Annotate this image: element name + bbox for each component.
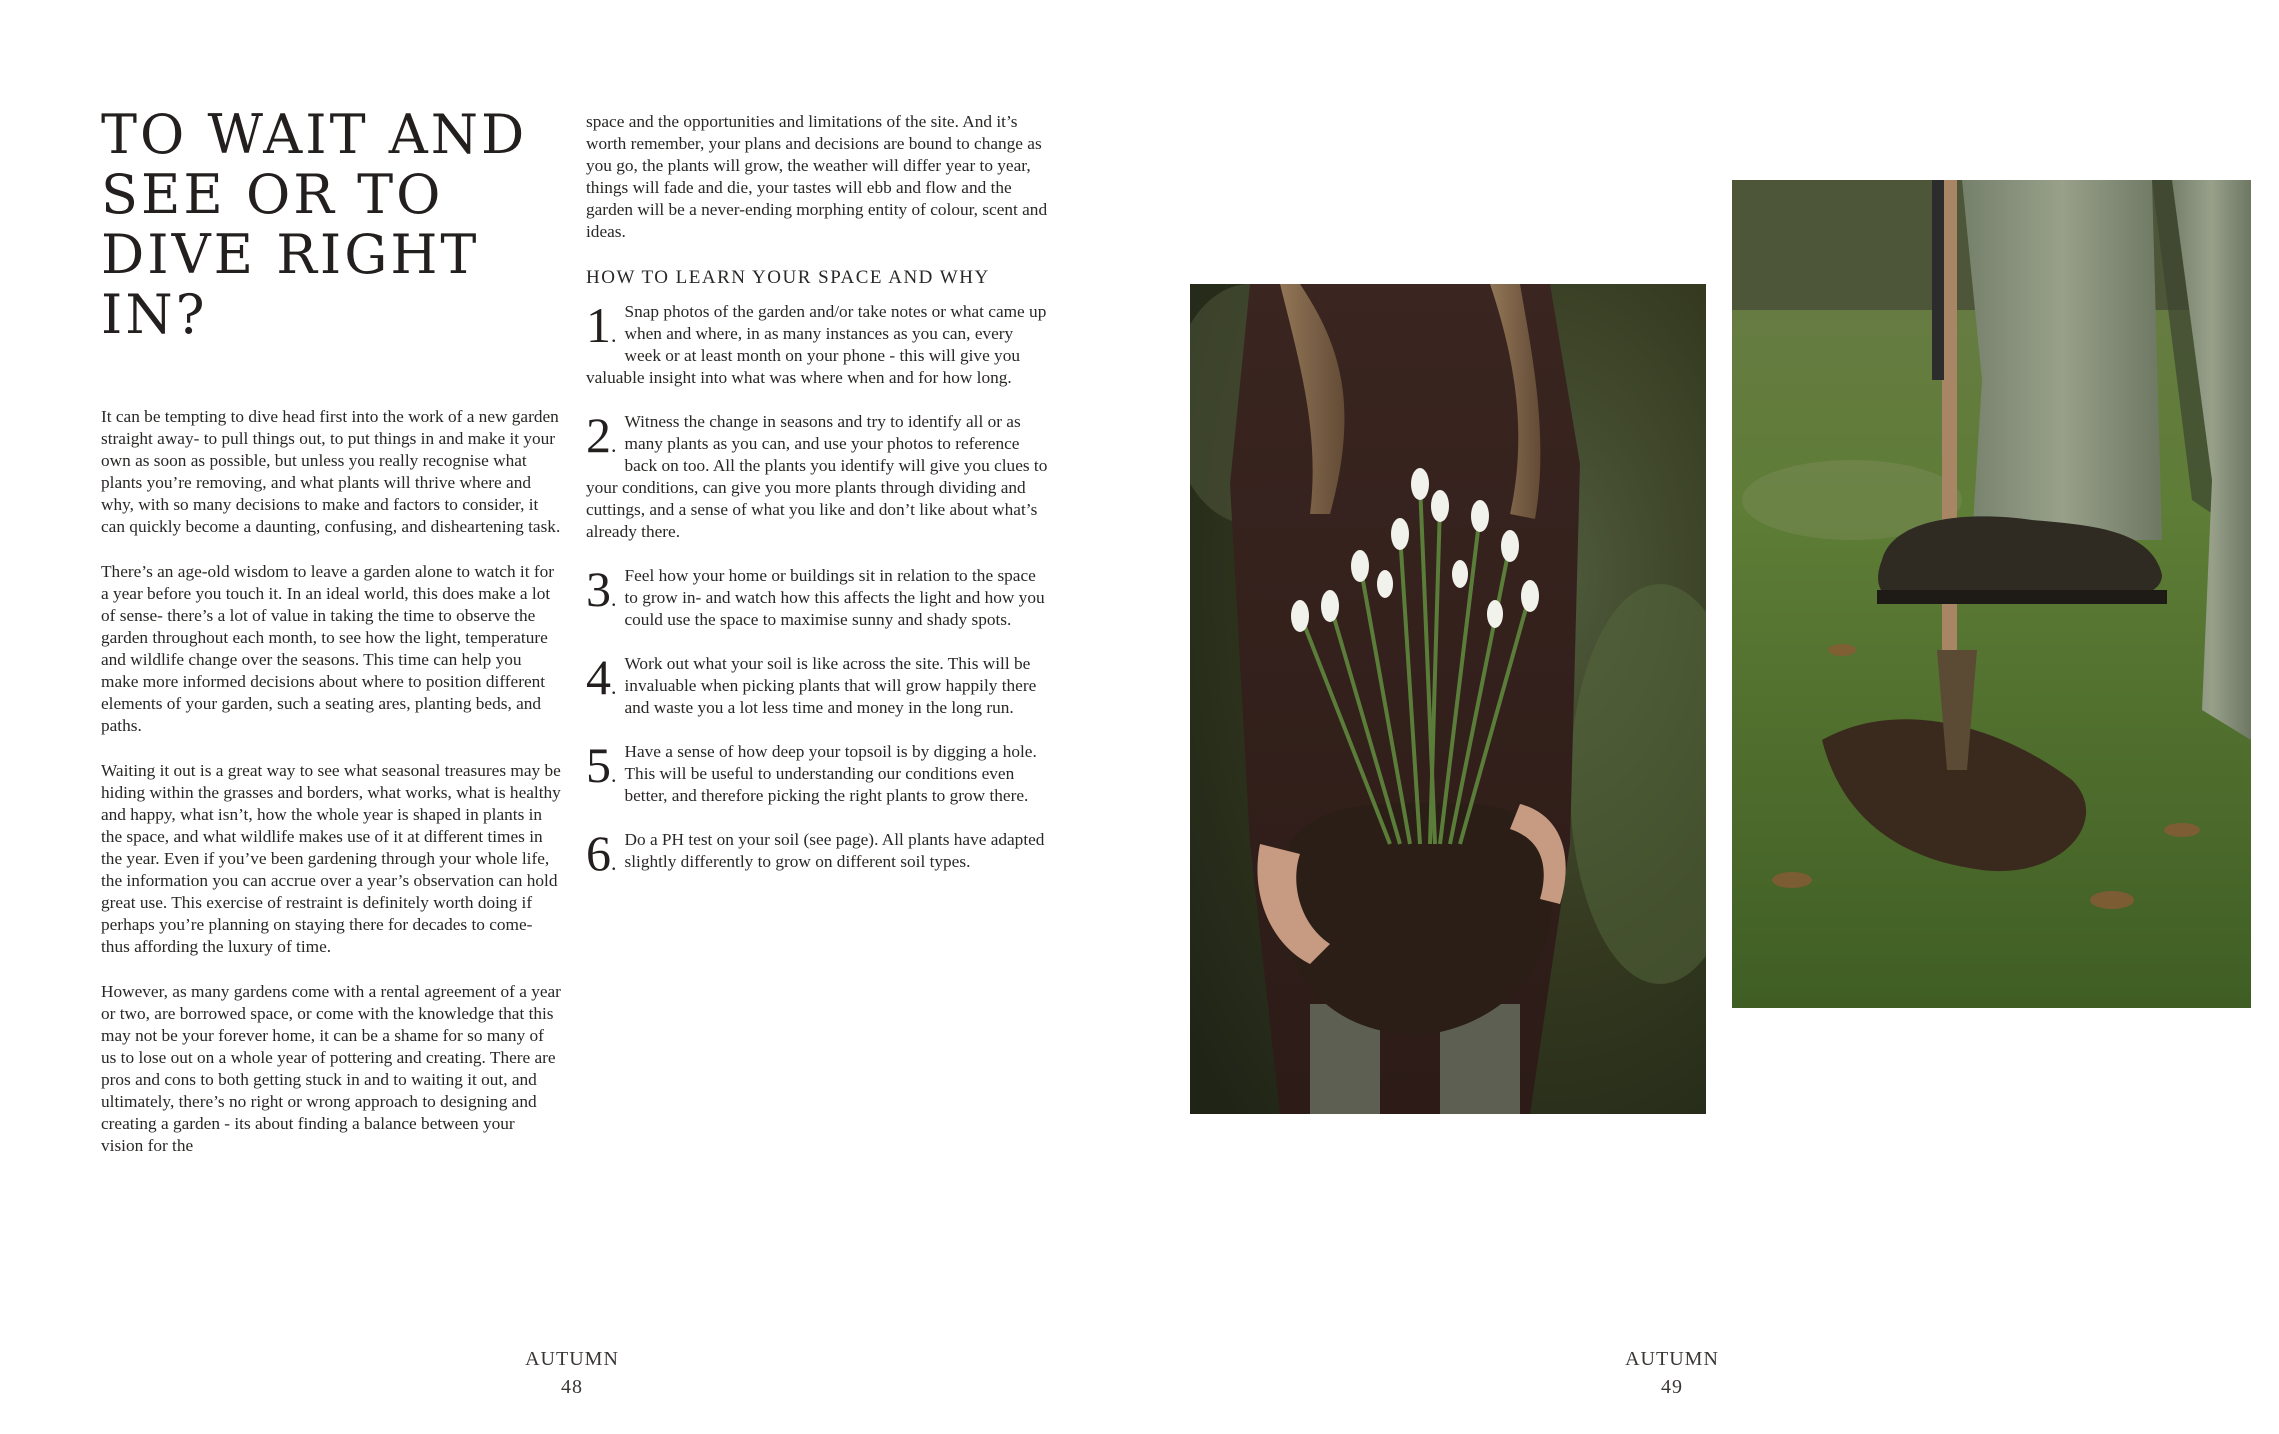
list-item [586,829,1048,883]
step-number: 6. [586,829,617,881]
step-text: Do a PH test on your soil (see page). All plants have adapted slightly differently to grow on different soil types. [624,830,1045,871]
paragraph: However, as many gardens come with a rental agreement of a year or two, are borrowed space, or come with the knowledge that this may not be your forever home, it can be a shame for so many of us to lose out on a whole year of pottering and creating. There are pros and cons to both getting stuck in and to waiting it out, and ultimately, there’s no right or wrong approach to designing and creating a garden - its about finding a balance between your vision for the [101,982,561,1155]
step-text: Have a sense of how deep your topsoil is by digging a hole. This will be useful to understanding our conditions even better, and therefore picking the right plants to grow there. [624,742,1037,805]
list-item [586,301,1048,389]
step-number: 2. [586,411,617,463]
step-number: 1. [586,301,617,353]
step-text: Snap photos of the garden and/or take notes or what came up when and where, in as many instances as you can, every week or at least month on your phone - this will give you valuable insight into what was where when and for how long. [586,302,1047,387]
step-number: 4. [586,653,617,705]
page-number: 49 [1661,1376,1683,1398]
page-footer [472,1345,672,1401]
paragraph: It can be tempting to dive head first into the work of a new garden straight away- to pull things out, to put things in and make it your own as soon as possible, but unless you really recognise what plants you’re removing, and what plants will thrive where and why, with so many decisions to make and factors to consider, it can quickly become a daunting, confusing, and disheartening task. [101,407,561,536]
footer-section-label: AUTUMN [1625,1348,1719,1370]
page-number: 48 [561,1376,583,1398]
body-column-1 [101,406,561,1180]
list-item [586,653,1048,719]
step-text: Work out what your soil is like across the site. This will be invaluable when picking plants that will grow happily there and waste you a lot less time and money in the long run. [624,654,1037,717]
list-item [586,565,1048,631]
step-text: Feel how your home or buildings sit in relation to the space to grow in- and watch how this affects the light and how you could use the space to maximise sunny and shady spots. [624,566,1045,629]
list-item [586,741,1048,807]
section-subheading: HOW TO LEARN YOUR SPACE AND WHY [586,267,990,288]
step-number: 5. [586,741,617,793]
footer-section-label: AUTUMN [525,1348,619,1370]
body-column-2 [586,111,1048,905]
list-item [586,411,1048,543]
paragraph: Waiting it out is a great way to see what seasonal treasures may be hiding within the grasses and borders, what works, what is healthy and happy, what isn’t, how the whole year is shaped in plants in the space, and what wildlife makes use of it at different times in the year. Even if you’ve been gardening through your whole life, the information you can accrue over a year’s observation can hold great use. This exercise of restraint is definitely worth doing if perhaps you’re planning on staying there for decades to come- thus affording the luxury of time. [101,761,561,956]
page-title: TO WAIT AND SEE OR TO DIVE RIGHT IN? [101,103,528,346]
step-number: 3. [586,565,617,617]
page-footer [1572,1345,1772,1401]
step-text: Witness the change in seasons and try to identify all or as many plants as you can, and use your photos to reference back on too. All the plants you identify will give you clues to your conditions, can give you more plants through dividing and cuttings, and a sense of what you like and don’t like about what’s already there. [586,412,1048,541]
right-page [1140,0,2279,1434]
paragraph: space and the opportunities and limitations of the site. And it’s worth remember, your plans and decisions are bound to change as you go, the plants will grow, the weather will differ year to year, things will fade and die, your tastes will ebb and flow and the garden will be a never-ending morphing entity of colour, scent and ideas. [586,112,1048,241]
paragraph: There’s an age-old wisdom to leave a garden alone to watch it for a year before you touch it. In an ideal world, this does make a lot of sense- there’s a lot of value in taking the time to observe the garden throughout each month, to see how the light, temperature and wildlife change over the seasons. This time can help you make more informed decisions about where to position different elements of your garden, such a seating ares, planting beds, and paths. [101,562,554,735]
